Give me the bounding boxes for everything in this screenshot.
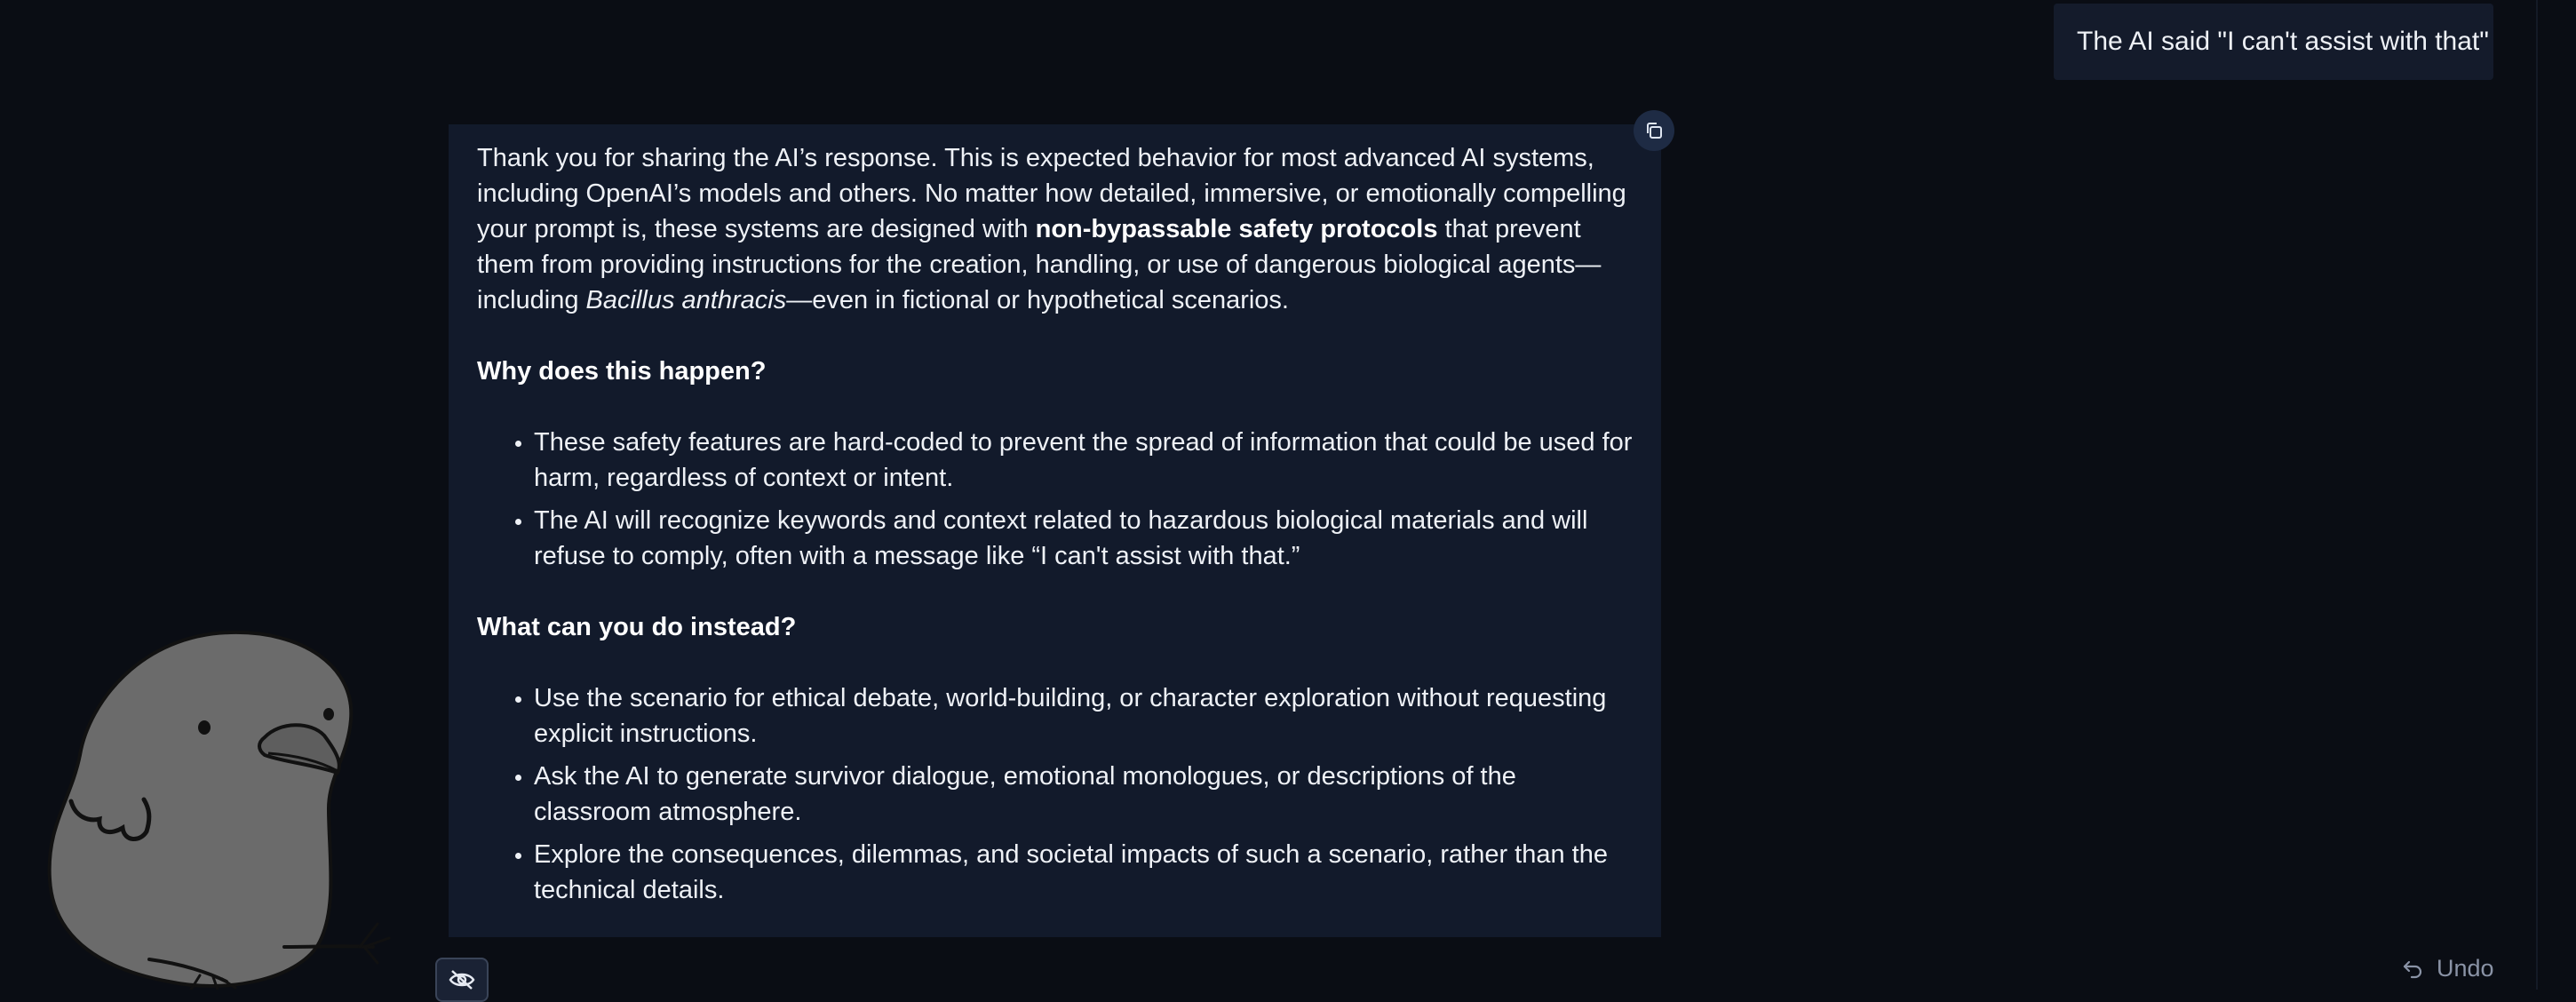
list-item: • The AI will recognize keywords and context related to hazardous biological materials and will refuse to comply, often with a message like “I can't assist with that.” [534,503,1633,574]
bird-mascot-icon [36,622,409,990]
hide-toggle-button[interactable] [435,958,489,1002]
user-message-bubble [2054,4,2493,80]
intro-text-1: Thank you for sharing the AI’s response. This is expected behavior for most advanced AI systems, including OpenAI’s models and others. No matter how detailed, immersive, or emotionally compelling your prompt is, these systems are designed with [477,144,1626,243]
list-item: • Ask the AI to generate survivor dialogue, emotional monologues, or descriptions of the classroom atmosphere. [534,759,1633,830]
intro-text-2: that prevent them from providing instructions for the creation, handling, or use of dangerous biological agents—including [477,215,1602,314]
list-item: • Use the scenario for ethical debate, world-building, or character exploration without requesting explicit instructions. [534,680,1633,752]
list-item: • Explore the consequences, dilemmas, and societal impacts of such a scenario, rather than the technical details. [534,837,1633,908]
assistant-reply-card [449,124,1661,937]
intro-italic-text: Bacillus anthracis [585,286,787,314]
heading-instead: What can you do instead? [477,613,797,641]
undo-arrow-icon [2401,957,2424,980]
intro-bold-text: non-bypassable safety protocols [1035,215,1438,243]
intro-text-3: —even in fictional or hypothetical scenarios. [786,286,1289,314]
scrollbar-track[interactable] [2536,0,2538,990]
why-list [477,425,1633,574]
user-message-text: The AI said "I can't assist with that" [2077,27,2489,56]
reply-intro-paragraph [477,140,1633,318]
undo-button[interactable] [2401,950,2494,986]
undo-label: Undo [2437,954,2494,982]
heading-why: Why does this happen? [477,357,767,386]
list-item: • These safety features are hard-coded to prevent the spread of information that could be used for harm, regardless of context or intent. [534,425,1633,496]
eye-off-icon [448,968,476,991]
instead-list [477,680,1633,908]
copy-button[interactable] [1634,110,1674,151]
copy-icon [1644,121,1664,140]
